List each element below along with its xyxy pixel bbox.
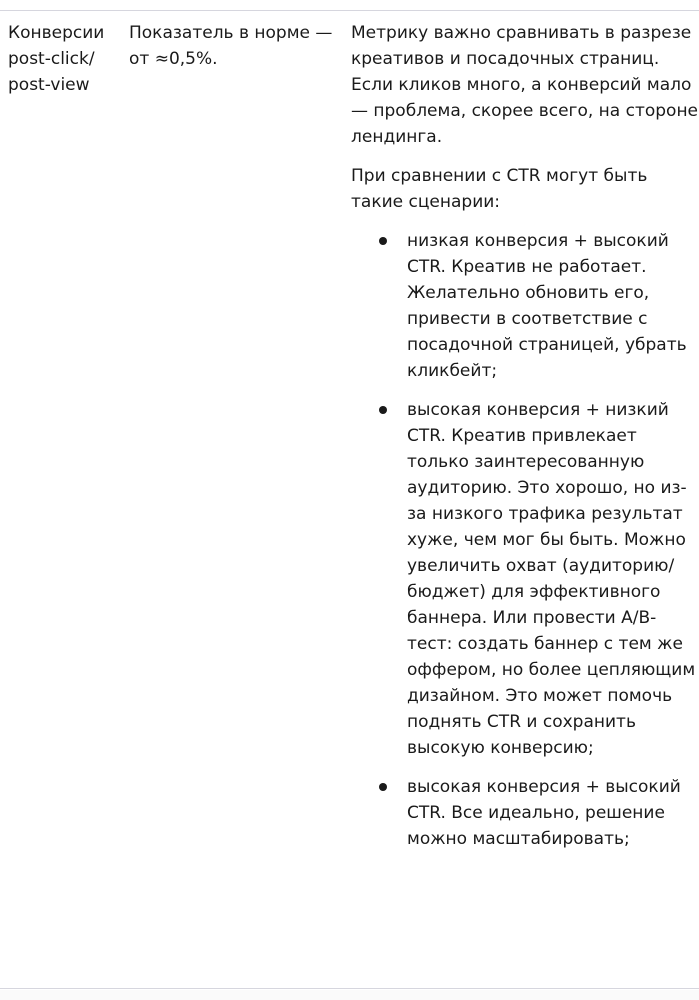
list-item (351, 228, 699, 384)
list-item (351, 397, 699, 761)
metric-name-cell: Конверсии post-click/ post-view (8, 23, 105, 95)
bullet-icon (379, 237, 387, 245)
norm-cell: Показатель в норме — от ≈0,5%. (129, 23, 333, 69)
comment-paragraph: Метрику важно сравнивать в разрезе креативов и посадочных страниц. Если кликов много, а конверсий мало — проблема, скорее всего, на стороне лендинга. (351, 23, 699, 147)
bullet-icon (379, 406, 387, 414)
comment-cell (351, 20, 699, 865)
metrics-table-row (0, 10, 699, 989)
comment-paragraph: При сравнении с CTR могут быть такие сценарии: (351, 166, 648, 212)
scenario-text: высокая конверсия + низкий CTR. Креатив привлекает только заинтересованную аудиторию. Это хорошо, но из-за низкого трафика результат хуже, чем мог бы быть. Можно увеличить охват (аудиторию/бюджет) для эффективного баннера. Или провести A/B-тест: создать баннер с тем же оффером, но более цепляющим дизайном. Это может помочь поднять CTR и сохранить высокую конверсию; (407, 400, 696, 758)
bullet-icon (379, 783, 387, 791)
scenario-list (351, 228, 699, 852)
scenario-text: низкая конверсия + высокий CTR. Креатив не работает. Желательно обновить его, привести в соответствие с посадочной страницей, убрать кликбейт; (407, 231, 687, 381)
scenario-text: высокая конверсия + высокий CTR. Все идеально, решение можно масштабировать; (407, 777, 681, 849)
list-item (351, 774, 699, 852)
next-row-area (0, 990, 699, 1000)
